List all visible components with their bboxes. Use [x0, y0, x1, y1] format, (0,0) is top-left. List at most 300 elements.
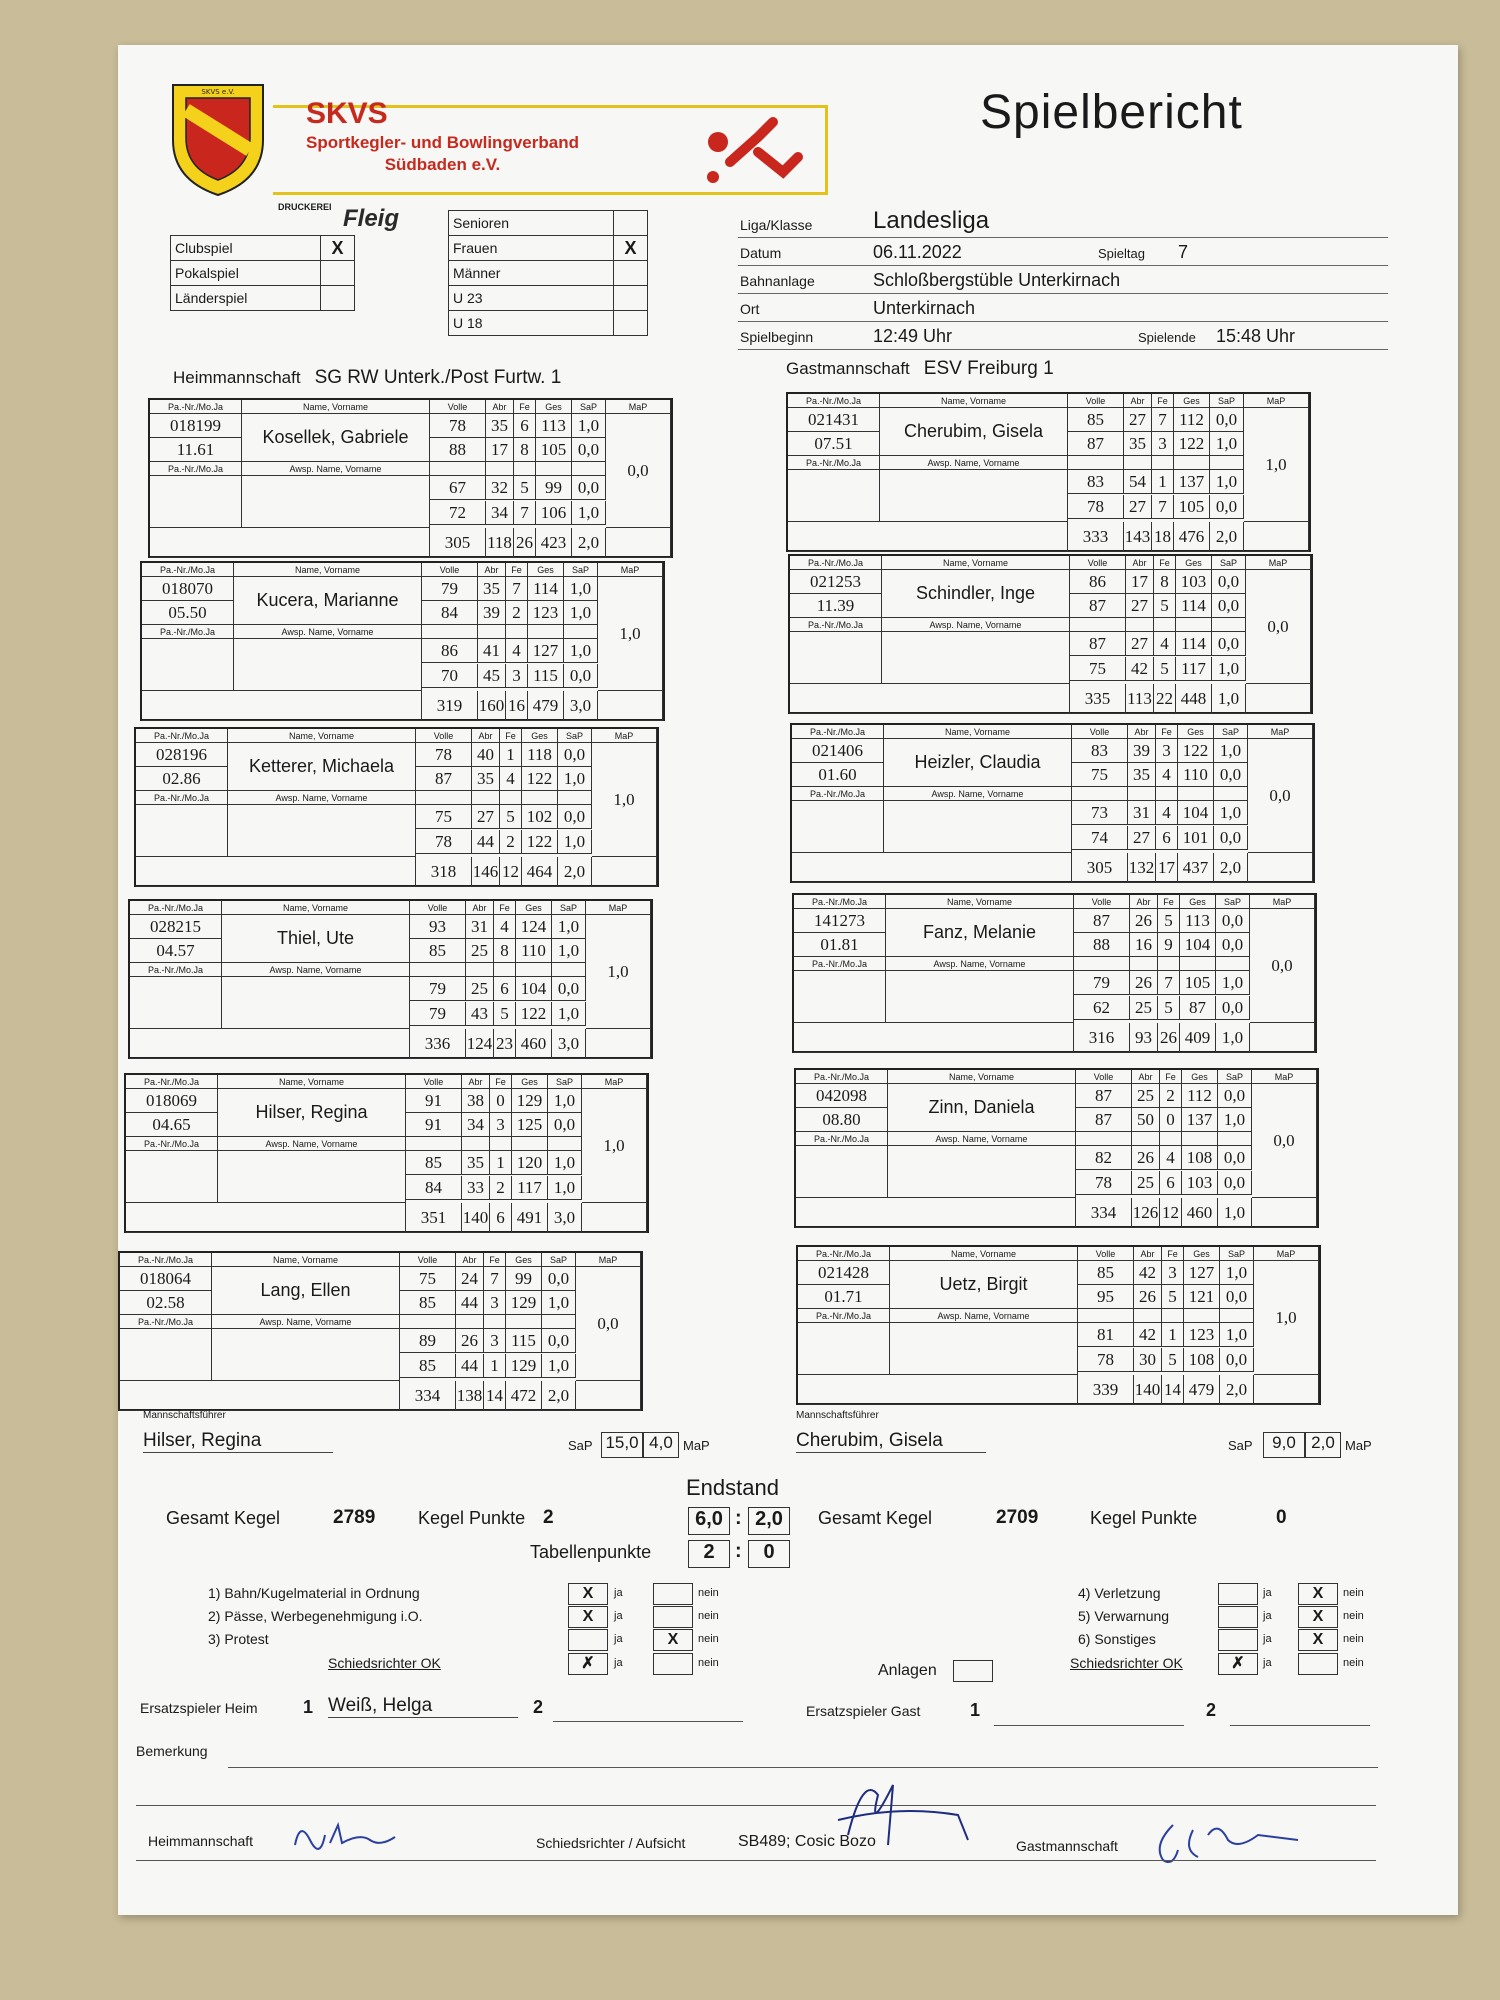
game-type-mark[interactable]	[321, 261, 355, 286]
throw-value[interactable]: 3	[1152, 432, 1174, 456]
map-value[interactable]: 0,0	[606, 414, 671, 528]
checklist-ja-box[interactable]: X	[568, 1583, 608, 1605]
sub-pass-cell[interactable]	[798, 1323, 890, 1375]
throw-value[interactable]: 7	[1152, 495, 1174, 519]
throw-value[interactable]: 1,0	[1210, 470, 1244, 494]
throw-value[interactable]: 33	[462, 1176, 490, 1200]
throw-value[interactable]: 114	[1176, 594, 1212, 618]
throw-value[interactable]: 113	[536, 414, 572, 438]
checklist-nein-box[interactable]	[653, 1606, 693, 1628]
throw-value[interactable]: 24	[456, 1267, 484, 1291]
throw-value[interactable]: 108	[1184, 1348, 1220, 1372]
birth-month-year[interactable]: 02.86	[136, 767, 228, 791]
throw-value[interactable]: 35	[472, 767, 500, 791]
sub-name-cell[interactable]	[884, 801, 1072, 853]
throw-value[interactable]: 17	[486, 438, 514, 462]
throw-value[interactable]: 86	[1070, 570, 1126, 594]
throw-value[interactable]: 1,0	[548, 1151, 582, 1175]
throw-value[interactable]: 34	[462, 1113, 490, 1137]
total-value[interactable]: 143	[1124, 522, 1152, 552]
pass-number[interactable]: 018069	[126, 1089, 218, 1113]
total-value[interactable]: 334	[1076, 1198, 1132, 1228]
throw-value[interactable]: 91	[406, 1089, 462, 1113]
player-name[interactable]: Heizler, Claudia	[884, 739, 1072, 787]
total-value[interactable]: 2,0	[542, 1381, 576, 1411]
total-value[interactable]: 409	[1180, 1023, 1216, 1053]
guest-gesamt-kegel[interactable]: 2709	[996, 1507, 1039, 1528]
throw-value[interactable]: 7	[484, 1267, 506, 1291]
throw-value[interactable]: 27	[1124, 408, 1152, 432]
sap-guest-box[interactable]: 2,0	[748, 1507, 790, 1535]
throw-value[interactable]: 43	[466, 1002, 494, 1026]
throw-value[interactable]: 127	[528, 639, 564, 663]
throw-value[interactable]: 0,0	[1218, 1171, 1252, 1195]
throw-value[interactable]: 1,0	[564, 601, 598, 625]
throw-value[interactable]: 1,0	[1214, 801, 1248, 825]
throw-value[interactable]: 0	[490, 1089, 512, 1113]
throw-value[interactable]: 87	[1070, 632, 1126, 656]
total-value[interactable]: 93	[1130, 1023, 1158, 1053]
throw-value[interactable]: 35	[462, 1151, 490, 1175]
throw-value[interactable]: 0,0	[572, 438, 606, 462]
guest-punkte[interactable]: 0	[1276, 1507, 1287, 1528]
throw-value[interactable]: 7	[506, 577, 528, 601]
throw-value[interactable]: 110	[516, 939, 552, 963]
map-value[interactable]: 1,0	[1254, 1261, 1319, 1375]
throw-value[interactable]: 27	[1126, 632, 1154, 656]
sub-pass-cell[interactable]	[150, 476, 242, 528]
throw-value[interactable]: 89	[400, 1329, 456, 1353]
throw-value[interactable]: 112	[1174, 408, 1210, 432]
total-value[interactable]: 333	[1068, 522, 1124, 552]
throw-value[interactable]: 7	[514, 501, 536, 525]
throw-value[interactable]: 1,0	[542, 1354, 576, 1378]
throw-value[interactable]: 122	[522, 830, 558, 854]
category-mark[interactable]: X	[614, 236, 648, 261]
checklist-ja-box[interactable]	[1218, 1583, 1258, 1605]
throw-value[interactable]: 1,0	[552, 939, 586, 963]
throw-value[interactable]: 1	[1162, 1323, 1184, 1347]
throw-value[interactable]: 25	[466, 977, 494, 1001]
map-value[interactable]: 1,0	[1244, 408, 1309, 522]
throw-value[interactable]: 62	[1074, 996, 1130, 1020]
throw-value[interactable]: 129	[512, 1089, 548, 1113]
guest-sub-1-line[interactable]	[994, 1725, 1184, 1726]
total-value[interactable]: 140	[1134, 1375, 1162, 1405]
throw-value[interactable]: 105	[536, 438, 572, 462]
throw-value[interactable]: 78	[416, 830, 472, 854]
throw-value[interactable]: 118	[522, 743, 558, 767]
total-value[interactable]: 6	[490, 1203, 512, 1233]
throw-value[interactable]: 8	[514, 438, 536, 462]
map-value[interactable]: 1,0	[582, 1089, 647, 1203]
player-name[interactable]: Fanz, Melanie	[886, 909, 1074, 957]
throw-value[interactable]: 75	[416, 805, 472, 829]
throw-value[interactable]: 114	[1176, 632, 1212, 656]
throw-value[interactable]: 6	[494, 977, 516, 1001]
sub-name-cell[interactable]	[212, 1329, 400, 1381]
throw-value[interactable]: 74	[1072, 826, 1128, 850]
game-type-mark[interactable]: X	[321, 236, 355, 261]
throw-value[interactable]: 105	[1174, 495, 1210, 519]
birth-month-year[interactable]: 01.71	[798, 1285, 890, 1309]
throw-value[interactable]: 5	[1154, 657, 1176, 681]
pass-number[interactable]: 021406	[792, 739, 884, 763]
total-value[interactable]: 140	[462, 1203, 490, 1233]
player-name[interactable]: Kucera, Marianne	[234, 577, 422, 625]
map-value[interactable]: 1,0	[598, 577, 663, 691]
throw-value[interactable]: 1,0	[564, 639, 598, 663]
throw-value[interactable]: 87	[1076, 1084, 1132, 1108]
throw-value[interactable]: 87	[1074, 909, 1130, 933]
checklist-nein-box[interactable]: X	[1298, 1629, 1338, 1651]
total-value[interactable]: 3,0	[548, 1203, 582, 1233]
player-name[interactable]: Hilser, Regina	[218, 1089, 406, 1137]
throw-value[interactable]: 112	[1182, 1084, 1218, 1108]
total-value[interactable]: 334	[400, 1381, 456, 1411]
pass-number[interactable]: 018199	[150, 414, 242, 438]
throw-value[interactable]: 1,0	[572, 414, 606, 438]
player-name[interactable]: Uetz, Birgit	[890, 1261, 1078, 1309]
throw-value[interactable]: 73	[1072, 801, 1128, 825]
throw-value[interactable]: 99	[536, 476, 572, 500]
sub-name-cell[interactable]	[222, 977, 410, 1029]
throw-value[interactable]: 0,0	[1214, 826, 1248, 850]
throw-value[interactable]: 1,0	[1212, 657, 1246, 681]
throw-value[interactable]: 85	[406, 1151, 462, 1175]
throw-value[interactable]: 2	[1160, 1084, 1182, 1108]
throw-value[interactable]: 7	[1152, 408, 1174, 432]
throw-value[interactable]: 42	[1134, 1323, 1162, 1347]
throw-value[interactable]: 137	[1174, 470, 1210, 494]
checklist-ja-box[interactable]: ✗	[568, 1653, 608, 1675]
throw-value[interactable]: 5	[1158, 996, 1180, 1020]
total-value[interactable]: 305	[1072, 853, 1128, 883]
throw-value[interactable]: 1,0	[1214, 739, 1248, 763]
total-value[interactable]: 26	[514, 528, 536, 558]
anlagen-box[interactable]	[953, 1660, 993, 1682]
throw-value[interactable]: 17	[1126, 570, 1154, 594]
throw-value[interactable]: 0,0	[542, 1329, 576, 1353]
throw-value[interactable]: 115	[528, 664, 564, 688]
throw-value[interactable]: 1,0	[1218, 1108, 1252, 1132]
throw-value[interactable]: 1	[484, 1354, 506, 1378]
sub-name-cell[interactable]	[886, 971, 1074, 1023]
throw-value[interactable]: 6	[514, 414, 536, 438]
throw-value[interactable]: 4	[1154, 632, 1176, 656]
info-value[interactable]: 12:49 Uhr	[873, 326, 953, 346]
throw-value[interactable]: 82	[1076, 1146, 1132, 1170]
total-value[interactable]: 1,0	[1212, 684, 1246, 714]
birth-month-year[interactable]: 04.57	[130, 939, 222, 963]
total-value[interactable]: 1,0	[1216, 1023, 1250, 1053]
throw-value[interactable]: 41	[478, 639, 506, 663]
throw-value[interactable]: 1	[500, 743, 522, 767]
throw-value[interactable]: 35	[1128, 763, 1156, 787]
guest-map-total[interactable]: 2,0	[1305, 1432, 1341, 1458]
tab-guest-box[interactable]: 0	[748, 1540, 790, 1568]
throw-value[interactable]: 137	[1182, 1108, 1218, 1132]
pass-number[interactable]: 018070	[142, 577, 234, 601]
birth-month-year[interactable]: 02.58	[120, 1291, 212, 1315]
throw-value[interactable]: 2	[500, 830, 522, 854]
sub-pass-cell[interactable]	[136, 805, 228, 857]
throw-value[interactable]: 0,0	[1214, 763, 1248, 787]
birth-month-year[interactable]: 11.61	[150, 438, 242, 462]
pass-number[interactable]: 042098	[796, 1084, 888, 1108]
throw-value[interactable]: 78	[1068, 495, 1124, 519]
throw-value[interactable]: 3	[1156, 739, 1178, 763]
total-value[interactable]: 336	[410, 1029, 466, 1059]
total-value[interactable]: 146	[472, 857, 500, 887]
map-value[interactable]: 0,0	[1248, 739, 1313, 853]
checklist-ja-box[interactable]	[1218, 1629, 1258, 1651]
throw-value[interactable]: 93	[410, 915, 466, 939]
throw-value[interactable]: 85	[1078, 1261, 1134, 1285]
throw-value[interactable]: 0,0	[1216, 996, 1250, 1020]
total-value[interactable]: 472	[506, 1381, 542, 1411]
throw-value[interactable]: 125	[512, 1113, 548, 1137]
category-mark[interactable]	[614, 286, 648, 311]
throw-value[interactable]: 1,0	[548, 1089, 582, 1113]
throw-value[interactable]: 105	[1180, 971, 1216, 995]
checklist-nein-box[interactable]: X	[1298, 1583, 1338, 1605]
throw-value[interactable]: 120	[512, 1151, 548, 1175]
map-value[interactable]: 0,0	[576, 1267, 641, 1381]
throw-value[interactable]: 0,0	[1210, 495, 1244, 519]
throw-value[interactable]: 44	[456, 1291, 484, 1315]
throw-value[interactable]: 91	[406, 1113, 462, 1137]
checklist-nein-box[interactable]: X	[653, 1629, 693, 1651]
throw-value[interactable]: 70	[422, 664, 478, 688]
total-value[interactable]: 351	[406, 1203, 462, 1233]
map-value[interactable]: 0,0	[1250, 909, 1315, 1023]
throw-value[interactable]: 78	[1078, 1348, 1134, 1372]
sub-name-cell[interactable]	[880, 470, 1068, 522]
total-value[interactable]: 17	[1156, 853, 1178, 883]
throw-value[interactable]: 110	[1178, 763, 1214, 787]
player-name[interactable]: Thiel, Ute	[222, 915, 410, 963]
throw-value[interactable]: 124	[516, 915, 552, 939]
throw-value[interactable]: 121	[1184, 1285, 1220, 1309]
throw-value[interactable]: 5	[1162, 1348, 1184, 1372]
home-map-total[interactable]: 4,0	[643, 1432, 679, 1458]
throw-value[interactable]: 6	[1156, 826, 1178, 850]
throw-value[interactable]: 84	[422, 601, 478, 625]
throw-value[interactable]: 78	[430, 414, 486, 438]
total-value[interactable]: 318	[416, 857, 472, 887]
throw-value[interactable]: 27	[1124, 495, 1152, 519]
throw-value[interactable]: 115	[506, 1329, 542, 1353]
map-value[interactable]: 1,0	[592, 743, 657, 857]
throw-value[interactable]: 39	[1128, 739, 1156, 763]
total-value[interactable]: 160	[478, 691, 506, 721]
throw-value[interactable]: 0,0	[1220, 1348, 1254, 1372]
sub-pass-cell[interactable]	[792, 801, 884, 853]
total-value[interactable]: 132	[1128, 853, 1156, 883]
throw-value[interactable]: 85	[1068, 408, 1124, 432]
pass-number[interactable]: 021431	[788, 408, 880, 432]
throw-value[interactable]: 26	[1130, 971, 1158, 995]
pass-number[interactable]: 141273	[794, 909, 886, 933]
throw-value[interactable]: 4	[1160, 1146, 1182, 1170]
throw-value[interactable]: 86	[422, 639, 478, 663]
throw-value[interactable]: 0	[1160, 1108, 1182, 1132]
info-value[interactable]: Schloßbergstüble Unterkirnach	[873, 270, 1121, 290]
birth-month-year[interactable]: 08.80	[796, 1108, 888, 1132]
throw-value[interactable]: 0,0	[1218, 1084, 1252, 1108]
sub-name-cell[interactable]	[242, 476, 430, 528]
throw-value[interactable]: 1,0	[572, 501, 606, 525]
home-gesamt-kegel[interactable]: 2789	[333, 1507, 376, 1528]
total-value[interactable]: 113	[1126, 684, 1154, 714]
throw-value[interactable]: 32	[486, 476, 514, 500]
throw-value[interactable]: 1,0	[558, 830, 592, 854]
category-mark[interactable]	[614, 211, 648, 236]
throw-value[interactable]: 122	[1174, 432, 1210, 456]
sub-name-cell[interactable]	[228, 805, 416, 857]
total-value[interactable]: 2,0	[1214, 853, 1248, 883]
throw-value[interactable]: 85	[400, 1354, 456, 1378]
throw-value[interactable]: 0,0	[1212, 594, 1246, 618]
throw-value[interactable]: 39	[478, 601, 506, 625]
total-value[interactable]: 18	[1152, 522, 1174, 552]
throw-value[interactable]: 35	[1124, 432, 1152, 456]
sub-name-cell[interactable]	[234, 639, 422, 691]
total-value[interactable]: 460	[516, 1029, 552, 1059]
throw-value[interactable]: 0,0	[542, 1267, 576, 1291]
total-value[interactable]: 118	[486, 528, 514, 558]
throw-value[interactable]: 0,0	[572, 476, 606, 500]
throw-value[interactable]: 2	[506, 601, 528, 625]
throw-value[interactable]: 27	[1128, 826, 1156, 850]
throw-value[interactable]: 3	[484, 1329, 506, 1353]
sap-home-box[interactable]: 6,0	[688, 1507, 730, 1535]
throw-value[interactable]: 79	[410, 1002, 466, 1026]
throw-value[interactable]: 104	[516, 977, 552, 1001]
throw-value[interactable]: 1,0	[1220, 1323, 1254, 1347]
throw-value[interactable]: 88	[1074, 933, 1130, 957]
total-value[interactable]: 12	[500, 857, 522, 887]
throw-value[interactable]: 0,0	[1218, 1146, 1252, 1170]
guest-sub-2-line[interactable]	[1230, 1725, 1370, 1726]
throw-value[interactable]: 84	[406, 1176, 462, 1200]
throw-value[interactable]: 0,0	[548, 1113, 582, 1137]
total-value[interactable]: 2,0	[1210, 522, 1244, 552]
throw-value[interactable]: 4	[506, 639, 528, 663]
guest-signature[interactable]	[1148, 1805, 1308, 1875]
throw-value[interactable]: 75	[400, 1267, 456, 1291]
throw-value[interactable]: 16	[1130, 933, 1158, 957]
category-mark[interactable]	[614, 311, 648, 336]
sub-pass-cell[interactable]	[130, 977, 222, 1029]
throw-value[interactable]: 1,0	[1220, 1261, 1254, 1285]
home-team-name[interactable]: SG RW Unterk./Post Furtw. 1	[314, 367, 562, 388]
throw-value[interactable]: 117	[512, 1176, 548, 1200]
throw-value[interactable]: 3	[484, 1291, 506, 1315]
throw-value[interactable]: 122	[516, 1002, 552, 1026]
total-value[interactable]: 12	[1160, 1198, 1182, 1228]
throw-value[interactable]: 3	[490, 1113, 512, 1137]
total-value[interactable]: 16	[506, 691, 528, 721]
total-value[interactable]: 460	[1182, 1198, 1218, 1228]
category-mark[interactable]	[614, 261, 648, 286]
checklist-nein-box[interactable]: X	[1298, 1606, 1338, 1628]
throw-value[interactable]: 85	[410, 939, 466, 963]
total-value[interactable]: 138	[456, 1381, 484, 1411]
throw-value[interactable]: 4	[1156, 801, 1178, 825]
throw-value[interactable]: 123	[528, 601, 564, 625]
info-value[interactable]: 06.11.2022	[873, 242, 962, 262]
throw-value[interactable]: 122	[522, 767, 558, 791]
throw-value[interactable]: 44	[456, 1354, 484, 1378]
throw-value[interactable]: 50	[1132, 1108, 1160, 1132]
remark-line-1[interactable]	[228, 1767, 1378, 1768]
throw-value[interactable]: 35	[478, 577, 506, 601]
throw-value[interactable]: 5	[500, 805, 522, 829]
total-value[interactable]: 476	[1174, 522, 1210, 552]
info-value[interactable]: 15:48 Uhr	[1216, 326, 1296, 346]
birth-month-year[interactable]: 04.65	[126, 1113, 218, 1137]
throw-value[interactable]: 5	[1158, 909, 1180, 933]
referee-name[interactable]: SB489; Cosic Bozo	[738, 1833, 876, 1850]
throw-value[interactable]: 104	[1180, 933, 1216, 957]
map-value[interactable]: 0,0	[1252, 1084, 1317, 1198]
total-value[interactable]: 1,0	[1218, 1198, 1252, 1228]
throw-value[interactable]: 4	[1156, 763, 1178, 787]
throw-value[interactable]: 1,0	[558, 767, 592, 791]
checklist-ja-box[interactable]	[1218, 1606, 1258, 1628]
throw-value[interactable]: 1,0	[548, 1176, 582, 1200]
birth-month-year[interactable]: 07.51	[788, 432, 880, 456]
game-type-mark[interactable]	[321, 286, 355, 311]
throw-value[interactable]: 83	[1068, 470, 1124, 494]
throw-value[interactable]: 4	[500, 767, 522, 791]
throw-value[interactable]: 25	[1132, 1171, 1160, 1195]
throw-value[interactable]: 72	[430, 501, 486, 525]
throw-value[interactable]: 44	[472, 830, 500, 854]
total-value[interactable]: 437	[1178, 853, 1214, 883]
throw-value[interactable]: 45	[478, 664, 506, 688]
info-value[interactable]: Unterkirnach	[873, 298, 976, 318]
throw-value[interactable]: 26	[1134, 1285, 1162, 1309]
throw-value[interactable]: 1,0	[564, 577, 598, 601]
total-value[interactable]: 335	[1070, 684, 1126, 714]
throw-value[interactable]: 8	[494, 939, 516, 963]
total-value[interactable]: 2,0	[572, 528, 606, 558]
player-name[interactable]: Ketterer, Michaela	[228, 743, 416, 791]
throw-value[interactable]: 75	[1072, 763, 1128, 787]
throw-value[interactable]: 1,0	[552, 1002, 586, 1026]
throw-value[interactable]: 0,0	[558, 743, 592, 767]
checklist-nein-box[interactable]	[653, 1653, 693, 1675]
throw-value[interactable]: 5	[514, 476, 536, 500]
throw-value[interactable]: 4	[494, 915, 516, 939]
tab-home-box[interactable]: 2	[688, 1540, 730, 1568]
throw-value[interactable]: 87	[416, 767, 472, 791]
throw-value[interactable]: 114	[528, 577, 564, 601]
checklist-nein-box[interactable]	[653, 1583, 693, 1605]
guest-team-name[interactable]: ESV Freiburg 1	[923, 358, 1054, 379]
throw-value[interactable]: 0,0	[1212, 632, 1246, 656]
throw-value[interactable]: 87	[1076, 1108, 1132, 1132]
throw-value[interactable]: 101	[1178, 826, 1214, 850]
throw-value[interactable]: 25	[466, 939, 494, 963]
throw-value[interactable]: 102	[522, 805, 558, 829]
throw-value[interactable]: 87	[1068, 432, 1124, 456]
guest-captain-name[interactable]: Cherubim, Gisela	[796, 1430, 986, 1453]
throw-value[interactable]: 129	[506, 1354, 542, 1378]
